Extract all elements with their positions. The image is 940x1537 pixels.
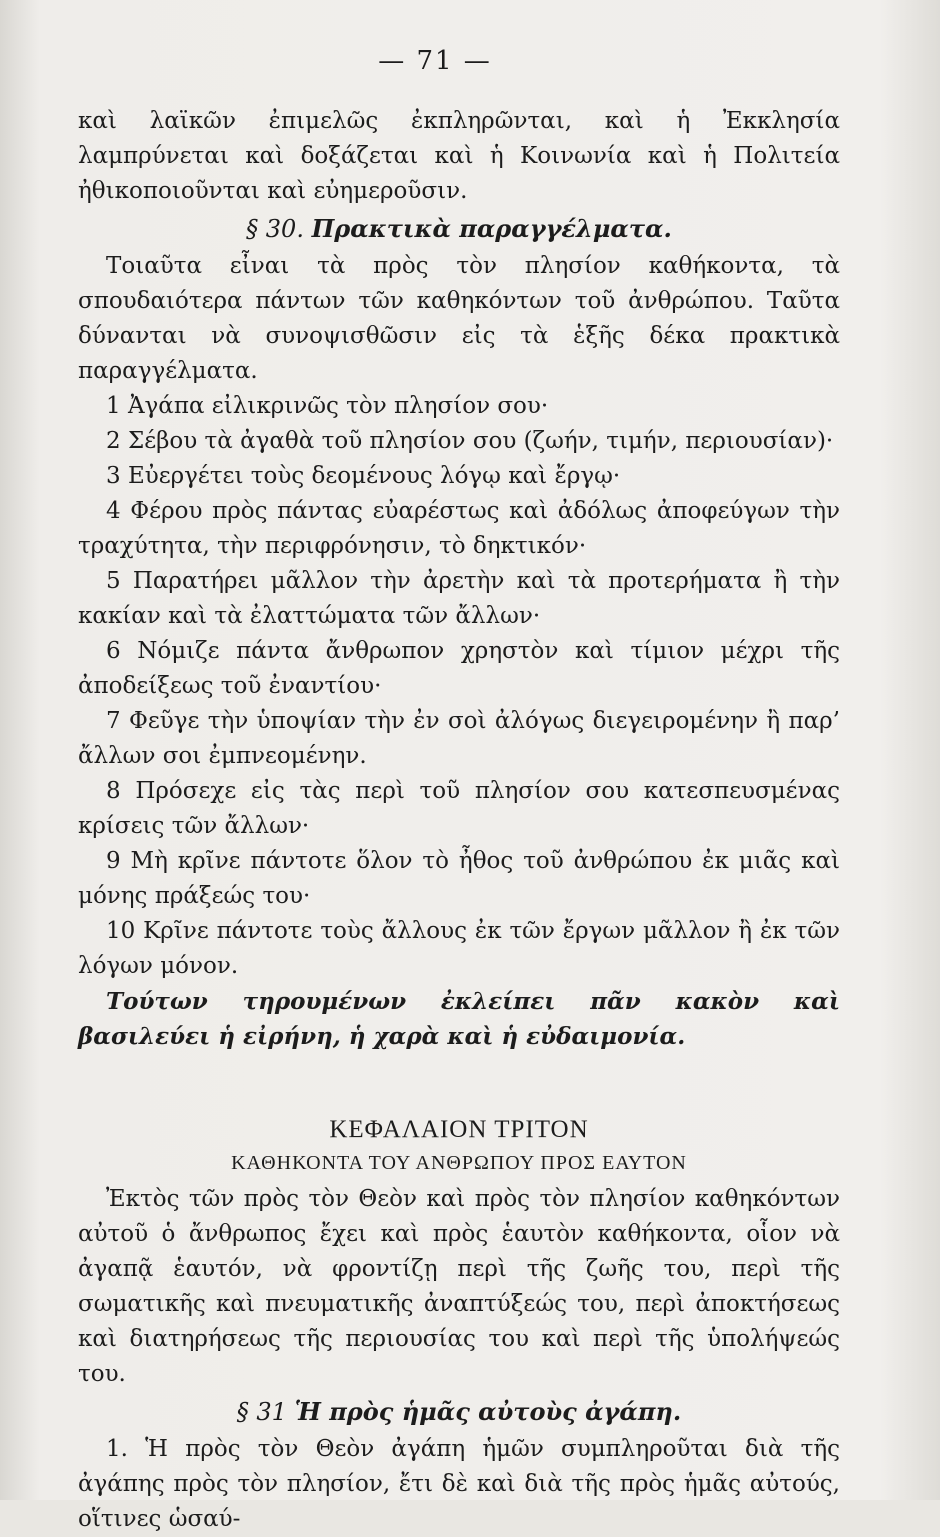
section-30-mark: § 30. [246, 215, 304, 243]
precept-item: 9 Μὴ κρῖνε πάντοτε ὅλον τὸ ἦθος τοῦ ἀνθρώπου ἐκ μιᾶς καὶ μόνης πράξεώς του· [78, 848, 840, 909]
precept-item: 4 Φέρου πρὸς πάντας εὐαρέστως καὶ ἀδόλως ἀποφεύγων τὴν τραχύτητα, τὴν περιφρόνησιν, τὸ δηκτικόν· [78, 498, 840, 559]
conclusion-paragraph: Τούτων τηρουμένων ἐκλείπει πᾶν κακὸν καὶ βασιλεύει ἡ εἰρήνη, ἡ χαρὰ καὶ ἡ εὐδαιμονία. [78, 988, 840, 1050]
intro-paragraph: καὶ λαϊκῶν ἐπιμελῶς ἐκπληρῶνται, καὶ ἡ Ἐκκλησία λαμπρύνεται καὶ δοξάζεται καὶ ἡ Κοινωνία καὶ ἡ Πολιτεία ἠθικοποιοῦνται καὶ εὐημεροῦσιν. [78, 108, 840, 204]
section-31-heading [78, 1394, 840, 1430]
precept-item: 1 Ἀγάπα εἰλικρινῶς τὸν πλησίον σου· [106, 393, 549, 419]
precept-item: 7 Φεῦγε τὴν ὑποψίαν τὴν ἐν σοὶ ἀλόγως διεγειρομένην ἢ παρ’ ἄλλων σοι ἐμπνεομένην. [78, 708, 840, 769]
section-31-mark: § 31 [236, 1398, 287, 1426]
section-31-paragraph: 1. Ἡ πρὸς τὸν Θεὸν ἀγάπη ἡμῶν συμπληροῦται διὰ τῆς ἀγάπης πρὸς τὸν πλησίον, ἔτι δὲ καὶ διὰ τῆς πρὸς ἡμᾶς αὐτούς, οἵτινες ὡσαύ- [78, 1436, 840, 1532]
chapter-subtitle: ΚΑΘΗΚΟΝΤΑ ΤΟΥ ΑΝΘΡΩΠΟΥ ΠΡΟΣ ΕΑΥΤΟΝ [231, 1152, 687, 1174]
precept-item: 2 Σέβου τὰ ἀγαθὰ τοῦ πλησίον σου (ζωήν, τιμήν, περιουσίαν)· [106, 428, 834, 454]
precept-item: 10 Κρῖνε πάντοτε τοὺς ἄλλους ἐκ τῶν ἔργων μᾶλλον ἢ ἐκ τῶν λόγων μόνον. [78, 918, 840, 979]
page-body [78, 104, 840, 1537]
chapter-intro-paragraph: Ἐκτὸς τῶν πρὸς τὸν Θεὸν καὶ πρὸς τὸν πλησίον καθηκόντων αὐτοῦ ὁ ἄνθρωπος ἔχει καὶ πρὸς ἑαυτὸν καθήκοντα, οἷον νὰ ἀγαπᾷ ἑαυτόν, νὰ φροντίζῃ περὶ τῆς ζωῆς του, περὶ τῆς σωματικῆς καὶ πνευματικῆς ἀναπτύξεώς του, περὶ ἀποκτήσεως καὶ διατηρήσεως τῆς περιουσίας του καὶ περὶ τῆς ὑπολήψεώς του. [78, 1186, 840, 1387]
precept-item: 6 Νόμιζε πάντα ἄνθρωπον χρηστὸν καὶ τίμιον μέχρι τῆς ἀποδείξεως τοῦ ἐναντίου· [78, 638, 840, 699]
section-30-heading [78, 211, 840, 247]
section-30-intro: Τοιαῦτα εἶναι τὰ πρὸς τὸν πλησίον καθήκοντα, τὰ σπουδαιότερα πάντων τῶν καθηκόντων τοῦ ἀνθρώπου. Ταῦτα δύνανται νὰ συνοψισθῶσιν εἰς τὰ ἑξῆς δέκα πρακτικὰ παραγγέλματα. [78, 253, 840, 384]
precept-item: 3 Εὐεργέτει τοὺς δεομένους λόγῳ καὶ ἔργῳ· [106, 463, 621, 489]
section-30-title: Πρακτικὰ παραγγέλματα. [311, 214, 672, 243]
precept-item: 5 Παρατήρει μᾶλλον τὴν ἀρετὴν καὶ τὰ προτερήματα ἢ τὴν κακίαν καὶ τὰ ἐλαττώματα τῶν ἄλλων· [78, 568, 840, 629]
chapter-title: ΚΕΦΑΛΑΙΟΝ ΤΡΙΤΟΝ [329, 1116, 589, 1143]
precept-item: 8 Πρόσεχε εἰς τὰς περὶ τοῦ πλησίον σου κατεσπευσμένας κρίσεις τῶν ἄλλων· [78, 778, 840, 839]
page-number: — 71 — [378, 46, 492, 76]
section-31-title: Ἡ πρὸς ἡμᾶς αὐτοὺς ἀγάπη. [294, 1397, 682, 1426]
